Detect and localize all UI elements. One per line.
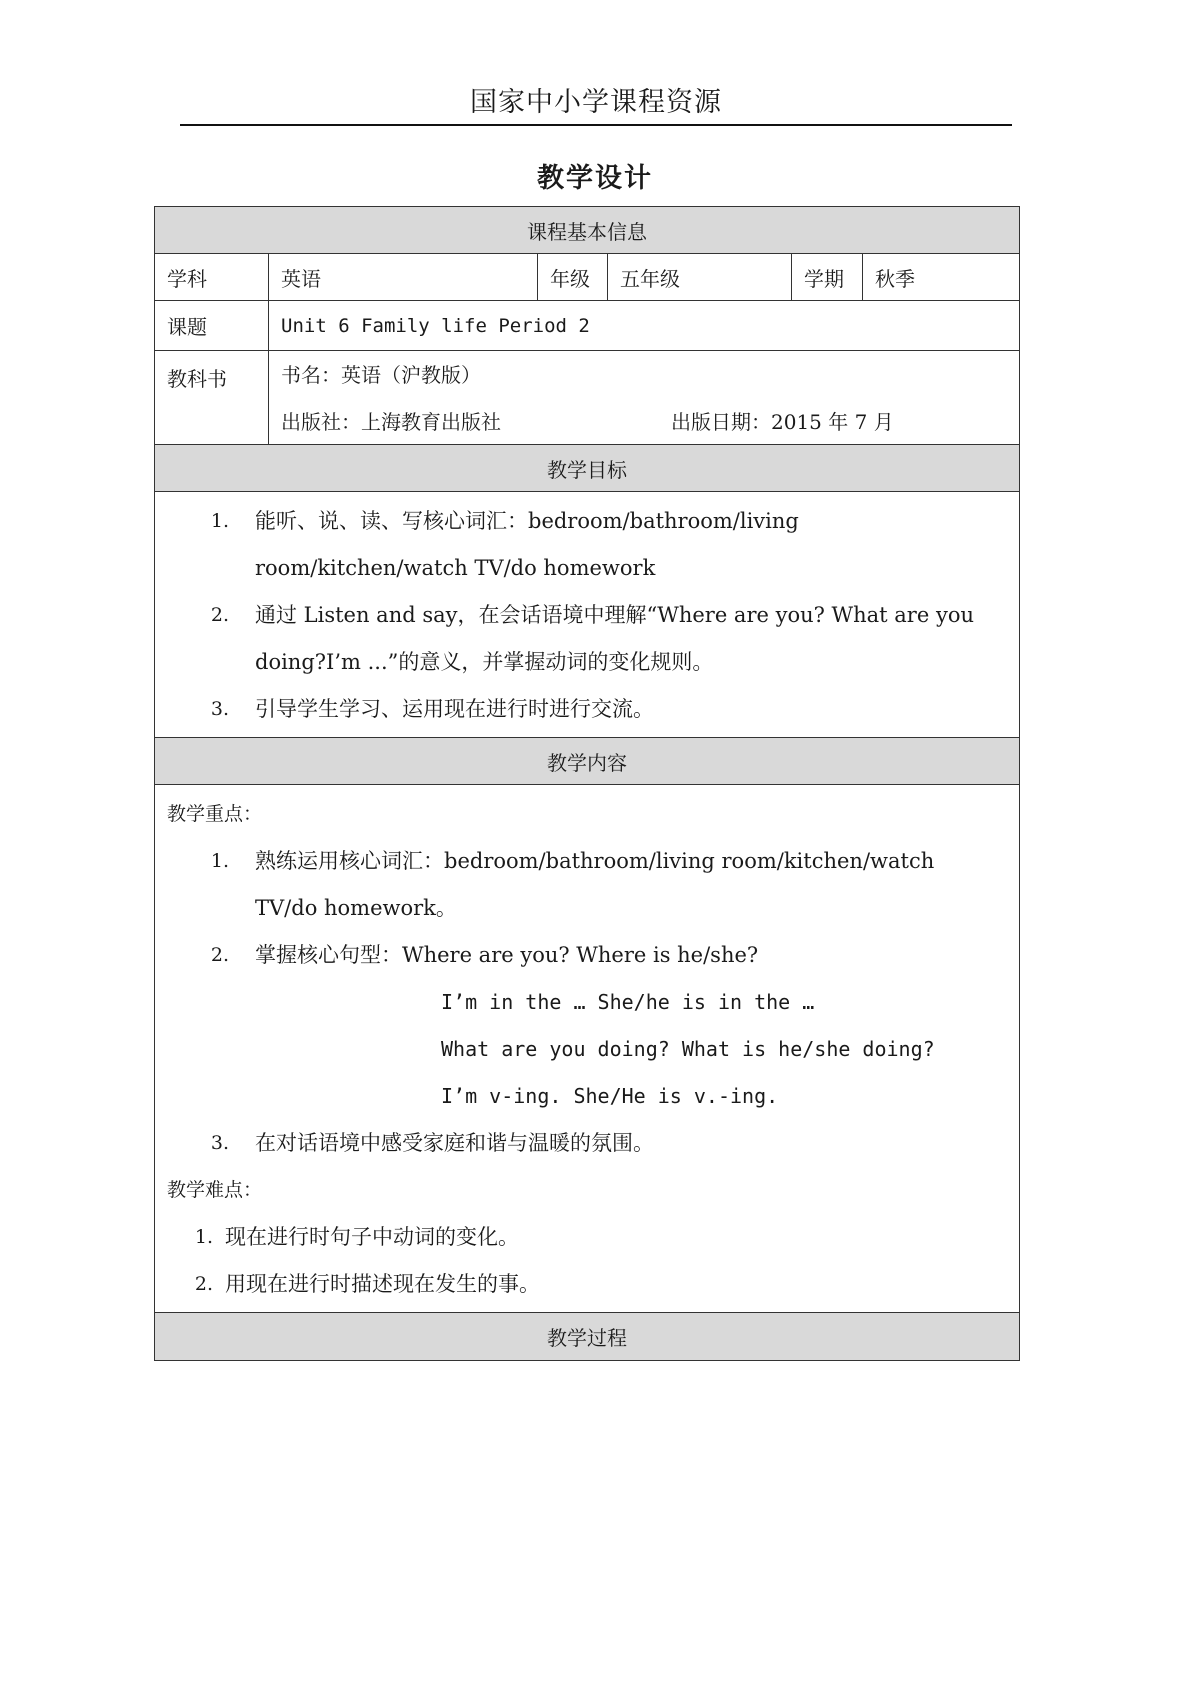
- term-value: 秋季: [875, 266, 915, 291]
- difficult-point-text: 现在进行时句子中动词的变化。: [225, 1225, 519, 1249]
- sentence-pattern: I’m v-ing. She/He is v.-ing.: [441, 1084, 779, 1108]
- difficult-point-number: 1.: [194, 1226, 213, 1248]
- objectives-list: [155, 492, 1019, 738]
- key-point-text: [255, 838, 1019, 932]
- difficult-point-number: 2.: [194, 1273, 213, 1295]
- sentence-pattern: What are you doing? What is he/she doing?: [441, 1037, 935, 1061]
- objective-item: [155, 686, 1019, 733]
- key-point-line: 掌握核心句型：Where are you? Where is he/she?: [255, 943, 759, 967]
- difficult-point-item: [155, 1261, 1019, 1308]
- sentence-pattern-list: [155, 979, 1019, 1120]
- publish-date: 出版日期：2015 年 7 月: [671, 410, 894, 434]
- objective-item: [155, 498, 1019, 592]
- key-point-line: TV/do homework。: [255, 896, 457, 920]
- grade-label: 年级: [538, 254, 608, 300]
- key-point-item: [155, 838, 1019, 932]
- topic-value: Unit 6 Family life Period 2: [281, 314, 590, 337]
- key-point-number: 3.: [210, 1132, 229, 1154]
- difficult-point-text: 用现在进行时描述现在发生的事。: [225, 1272, 540, 1296]
- publisher-line: [281, 412, 1007, 459]
- objective-number: 2.: [210, 604, 229, 626]
- textbook-info: [269, 351, 1019, 444]
- grade-value: 五年级: [608, 254, 792, 300]
- publisher: 出版社：上海教育出版社: [281, 410, 501, 434]
- topic-row: [155, 301, 1019, 351]
- document-title: 教学设计: [537, 163, 653, 194]
- objective-text: [255, 498, 1019, 592]
- objective-line: doing?I’m ...”的意义，并掌握动词的变化规则。: [255, 650, 714, 674]
- subject-label: 学科: [155, 254, 269, 300]
- term-label: 学期: [792, 254, 863, 300]
- subject-value: 英语: [269, 254, 538, 300]
- book-name: 书名：英语（沪教版）: [281, 363, 481, 387]
- key-point-line: 熟练运用核心词汇：bedroom/bathroom/living room/kitchen/watch: [255, 849, 935, 873]
- textbook-label: 教科书: [155, 351, 269, 444]
- key-point-number: 2.: [210, 944, 229, 966]
- objective-number: 3.: [210, 698, 229, 720]
- basic-info-row: [155, 254, 1019, 301]
- sentence-pattern: I’m in the … She/he is in the …: [441, 990, 815, 1014]
- section-objectives: 教学目标: [155, 445, 1019, 492]
- objective-text: [255, 592, 1019, 686]
- section-content: 教学内容: [155, 738, 1019, 785]
- key-point-line: 在对话语境中感受家庭和谐与温暖的氛围。: [255, 1131, 654, 1155]
- key-point-number: 1.: [210, 850, 229, 872]
- objective-line: 引导学生学习、运用现在进行时进行交流。: [255, 697, 654, 721]
- content-block: [155, 785, 1019, 1313]
- difficult-point-item: [155, 1214, 1019, 1261]
- objective-number: 1.: [210, 510, 229, 532]
- section-basic-info: 课程基本信息: [155, 207, 1019, 254]
- objective-item: [155, 592, 1019, 686]
- objective-line: room/kitchen/watch TV/do homework: [255, 556, 656, 580]
- lesson-design-table: [154, 206, 1020, 1361]
- objective-line: 通过 Listen and say，在会话语境中理解“Where are you? What are you: [255, 603, 974, 627]
- key-points-label: 教学重点：: [167, 803, 263, 825]
- document-header: 国家中小学课程资源: [180, 82, 1012, 126]
- textbook-row: [155, 351, 1019, 445]
- key-point-item: [155, 1120, 1019, 1167]
- objective-line: 能听、说、读、写核心词汇：bedroom/bathroom/living: [255, 509, 799, 533]
- topic-label: 课题: [155, 301, 269, 350]
- difficult-points-label: 教学难点：: [167, 1179, 263, 1201]
- key-point-item: [155, 932, 1019, 979]
- section-process: 教学过程: [155, 1313, 1019, 1360]
